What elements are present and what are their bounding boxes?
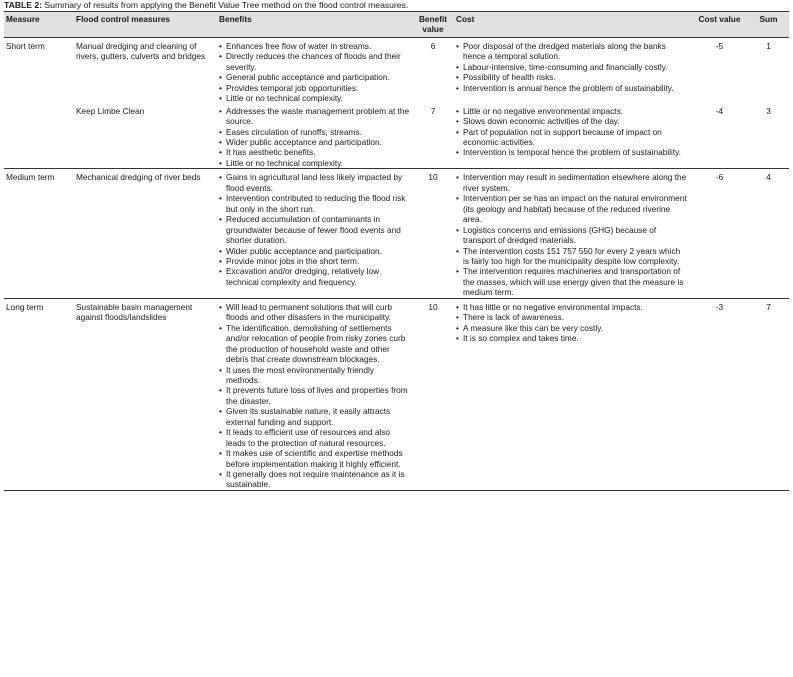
- benefit-value-cell: 10: [413, 169, 454, 298]
- sum-cell: 7: [749, 298, 789, 490]
- benefit-item: • Excavation and/or dredging, relatively low technical complexity and frequency.: [219, 266, 410, 287]
- cost-cell: [454, 169, 691, 298]
- cost-item: • Possibility of health risks.: [456, 72, 688, 82]
- cost-list: [456, 172, 688, 297]
- header-sum: Sum: [749, 12, 789, 38]
- benefit-item: • Little or no technical complexity.: [219, 158, 410, 168]
- sum-cell: 3: [766, 105, 771, 116]
- benefit-item: • It generally does not require maintenance as it is sustainable.: [219, 469, 410, 490]
- measure-cell: Short term: [4, 37, 74, 103]
- benefit-item: • It uses the most environmentally friendly methods.: [219, 365, 410, 386]
- cost-cell: [454, 104, 691, 169]
- caption-label: TABLE 2:: [4, 0, 43, 10]
- table-row: [4, 298, 789, 490]
- cost-item: • Poor disposal of the dredged materials along the banks hence a temporal solution.: [456, 41, 688, 62]
- cost-item: • Little or no negative environmental impacts.: [456, 106, 688, 116]
- benefit-item: • Gains in agricultural land less likely impacted by flood events.: [219, 172, 410, 193]
- measure-cell: [4, 104, 74, 169]
- cost-cell: [454, 37, 691, 103]
- header-measure: Measure: [4, 12, 74, 38]
- cost-item: • It is so complex and takes time.: [456, 333, 688, 343]
- table-row: [4, 104, 789, 169]
- table-row: [4, 37, 789, 103]
- benefit-item: • Wider public acceptance and participation.: [219, 246, 410, 256]
- cost-item: • Intervention is annual hence the problem of sustainability.: [456, 83, 688, 93]
- header-flood-control: Flood control measures: [74, 12, 217, 38]
- benefit-item: • Reduced accumulation of contaminants in groundwater because of fewer flood events and shorter duration.: [219, 214, 410, 245]
- cost-list: [456, 302, 688, 344]
- benefits-cell: [217, 37, 413, 103]
- benefit-item: • The identification, demolishing of settlements and/or relocation of people from risky zones curb the production of household waste and other debris that create downstream blockages.: [219, 323, 410, 365]
- benefit-item: • It has aesthetic benefits.: [219, 147, 410, 157]
- summary-table: [4, 11, 789, 491]
- measure-cell: Medium term: [4, 169, 74, 298]
- header-cost: Cost: [454, 12, 691, 38]
- benefits-list: [219, 41, 410, 104]
- benefit-item: • Given its sustainable nature, it easily attracts external funding and support.: [219, 406, 410, 427]
- table-caption: [4, 0, 789, 11]
- cost-item: • Intervention is temporal hence the problem of sustainability.: [456, 147, 688, 157]
- flood-measure-cell: Sustainable basin management against floods/landslides: [74, 298, 217, 490]
- header-cost-value: Cost value: [691, 12, 749, 38]
- flood-measure-cell: Keep Limbe Clean: [76, 105, 145, 116]
- benefit-item: • It leads to efficient use of resources and also leads to the protection of natural resources.: [219, 427, 410, 448]
- cost-item: • The intervention costs 151 757 550 for every 2 years which is fairly too high for the municipality despite low complexity.: [456, 246, 688, 267]
- sum-cell: 1: [749, 37, 789, 103]
- benefit-item: • Little or no technical complexity.: [219, 93, 410, 103]
- cost-item: • Part of population not in support because of impact on economic activities.: [456, 127, 688, 148]
- benefits-list: [219, 302, 410, 490]
- header-benefits: Benefits: [217, 12, 413, 38]
- benefit-value-cell: 10: [413, 298, 454, 490]
- cost-item: • There is lack of awareness.: [456, 312, 688, 322]
- benefit-item: • Eases circulation of runoffs, streams.: [219, 127, 410, 137]
- benefit-item: • It prevents future loss of lives and properties from the disaster.: [219, 385, 410, 406]
- sum-cell: 4: [749, 169, 789, 298]
- table-container: [4, 0, 789, 491]
- benefits-cell: [217, 298, 413, 490]
- cost-list: [456, 106, 688, 158]
- cost-cell: [454, 298, 691, 490]
- measure-cell: Long term: [4, 298, 74, 490]
- benefit-item: • Wider public acceptance and participation.: [219, 137, 410, 147]
- benefit-item: • Enhances free flow of water in streams.: [219, 41, 410, 51]
- benefit-item: • Addresses the waste management problem at the source.: [219, 106, 410, 127]
- cost-item: • Logistics concerns and emissions (GHG) because of transport of dredged materials.: [456, 225, 688, 246]
- cost-value-cell: -3: [691, 298, 749, 490]
- flood-measure-cell: Mechanical dredging of river beds: [74, 169, 217, 298]
- benefit-value-cell: 7: [430, 105, 436, 116]
- header-row: [4, 12, 789, 38]
- benefit-item: • Provides temporal job opportunities.: [219, 83, 410, 93]
- cost-item: • The intervention requires machineries and transportation of the masses, which will use energy given that the measure is medium term.: [456, 266, 688, 297]
- cost-item: • Slows down economic activities of the day.: [456, 116, 688, 126]
- benefits-list: [219, 106, 410, 169]
- cost-item: • Labour-intensive, time-consuming and financially costly.: [456, 62, 688, 72]
- caption-text: Summary of results from applying the Benefit Value Tree method on the flood control measures.: [42, 0, 409, 10]
- benefit-item: • Provide minor jobs in the short term.: [219, 256, 410, 266]
- cost-item: • Intervention per se has an impact on the natural environment (its geology and habitat) because of the reduced riverine area.: [456, 193, 688, 224]
- benefit-item: • Directly reduces the chances of floods and their severity.: [219, 51, 410, 72]
- cost-list: [456, 41, 688, 93]
- cost-item: • It has little or no negative environmental impacts.: [456, 302, 688, 312]
- flood-measure-cell: Manual dredging and cleaning of rivers, gutters, culverts and bridges: [74, 37, 217, 103]
- cost-value-cell: -6: [691, 169, 749, 298]
- cost-value-cell: -4: [715, 105, 724, 116]
- benefit-item: • Intervention contributed to reducing the flood risk but only in the short run.: [219, 193, 410, 214]
- header-benefit-value: Benefit value: [413, 12, 454, 38]
- cost-item: • Intervention may result in sedimentation elsewhere along the river system.: [456, 172, 688, 193]
- benefits-list: [219, 172, 410, 287]
- benefit-value-cell: 6: [413, 37, 454, 103]
- benefit-item: • It makes use of scientific and expertise methods before implementation making it highly efficient.: [219, 448, 410, 469]
- benefits-cell: [217, 169, 413, 298]
- benefits-cell: [217, 104, 413, 169]
- cost-item: • A measure like this can be very costly.: [456, 323, 688, 333]
- table-row: [4, 169, 789, 298]
- benefit-item: • General public acceptance and participation.: [219, 72, 410, 82]
- benefit-item: • Will lead to permanent solutions that will curb floods and other disasters in the municipality.: [219, 302, 410, 323]
- cost-value-cell: -5: [691, 37, 749, 103]
